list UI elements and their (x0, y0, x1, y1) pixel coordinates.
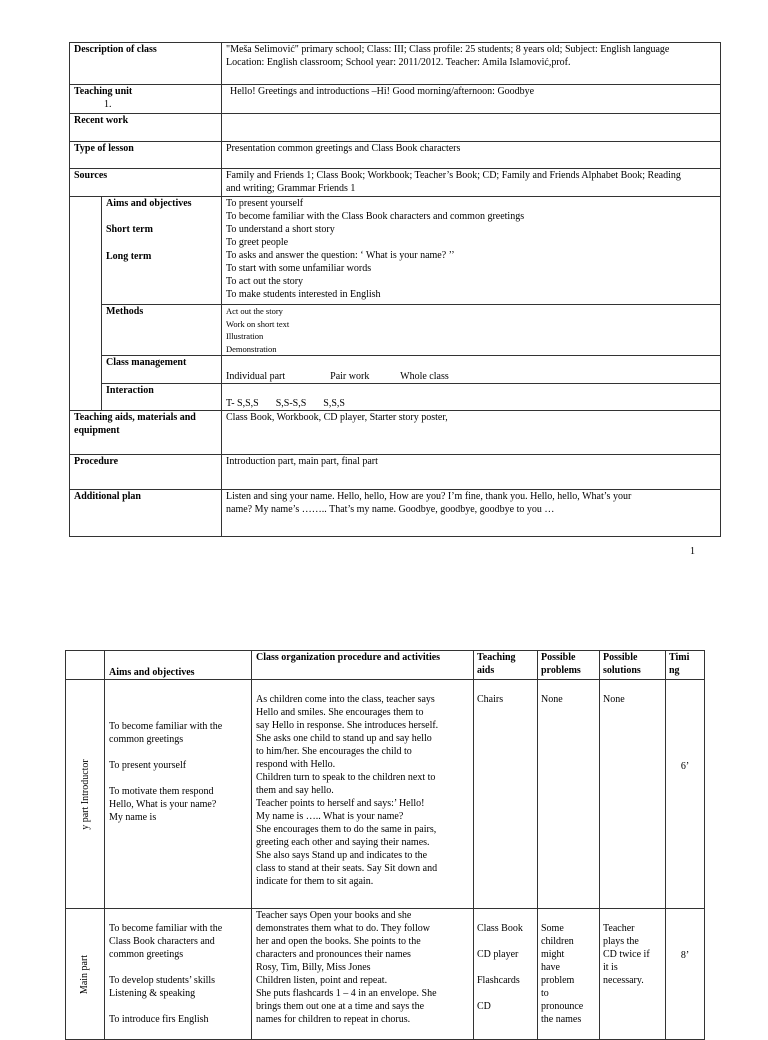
value-procedure: Introduction part, main part, final part (222, 455, 721, 490)
row-teaching-aids (70, 411, 721, 455)
lesson-info-table (69, 42, 721, 537)
row-aims (70, 197, 721, 305)
row-recent-work (70, 114, 721, 142)
header-solutions: Possible solutions (600, 651, 666, 680)
label-sources: Sources (70, 169, 222, 197)
intro-problems: None (538, 680, 600, 909)
value-recent-work (222, 114, 721, 142)
page-number: 1 (690, 546, 695, 557)
procedure-row-main (66, 909, 705, 1040)
row-teaching-unit (70, 85, 721, 114)
main-procedure: Teacher says Open your books and she demonstrates them what to do. They follow her and open the books. She points to the characters and pronounces their names Rosy, Tim, Billy, Miss Jones Children listen, point and repeat. She puts flashcards 1 – 4 in an envelope. She brings them out one at a time and says the names for children to repeat in chorus. (252, 909, 474, 1040)
label-procedure: Procedure (70, 455, 222, 490)
header-aims: Aims and objectives (105, 651, 252, 680)
value-teaching-aids: Class Book, Workbook, CD player, Starter story poster, (222, 411, 721, 455)
header-section (66, 651, 105, 680)
main-timing: 8’ (666, 909, 705, 1040)
label-description: Description of class (70, 43, 222, 85)
row-type-of-lesson (70, 142, 721, 169)
value-description: "Meša Selimović" primary school; Class: III; Class profile: 25 students; 8 years old; Subject: English language Location: English classroom; School year: 2011/2012. Teacher: Amila Islamović,prof. (222, 43, 721, 85)
value-teaching-unit: Hello! Greetings and introductions –Hi! Good morning/afternoon: Goodbye (222, 85, 721, 114)
row-interaction (70, 384, 721, 411)
value-class-management: Individual part Pair work Whole class (222, 356, 721, 384)
intro-aims: To become familiar with the common greetings To present yourself To motivate them respond Hello, What is your name? My name is (105, 680, 252, 909)
value-aims: To present yourself To become familiar with the Class Book characters and common greetings To understand a short story To greet people To asks and answer the question: ‘ What is your name? ’’ To start with some unfamiliar words To act out the story To make students interested in English (222, 197, 721, 305)
section-main: Main part (66, 909, 105, 1040)
intro-timing: 6’ (666, 680, 705, 909)
main-solutions: Teacher plays the CD twice if it is necessary. (600, 909, 666, 1040)
row-sources (70, 169, 721, 197)
intro-procedure: As children come into the class, teacher says Hello and smiles. She encourages them to say Hello in response. She introduces herself. She asks one child to stand up and say hello to him/her. She encourages the child to respond with Hello. Children turn to speak to the children next to them and say hello. Teacher points to herself and says:’ Hello! My name is ….. What is your name? She encourages them to do the same in pairs, greeting each other and saying their names. She also says Stand up and indicates to the class to stand at their seats. Say Sit down and indicate for them to sit again. (252, 680, 474, 909)
label-interaction: Interaction (102, 384, 222, 411)
label-additional-plan: Additional plan (70, 490, 222, 537)
row-class-management (70, 356, 721, 384)
label-teaching-unit: Teaching unit 1. (70, 85, 222, 114)
header-problems: Possible problems (538, 651, 600, 680)
value-methods: Act out the story Work on short text Illustration Demonstration (222, 305, 721, 356)
value-additional-plan: Listen and sing your name. Hello, hello, How are you? I’m fine, thank you. Hello, hello, What’s your name? My name’s …….. That’s my name. Goodbye, goodbye, goodbye to you … (222, 490, 721, 537)
row-procedure (70, 455, 721, 490)
procedure-header-row (66, 651, 705, 680)
label-recent-work: Recent work (70, 114, 222, 142)
procedure-row-intro (66, 680, 705, 909)
main-aids: Class Book CD player Flashcards CD (474, 909, 538, 1040)
procedure-table (65, 650, 705, 1040)
intro-solutions: None (600, 680, 666, 909)
header-timing: Timi ng (666, 651, 705, 680)
label-methods: Methods (102, 305, 222, 356)
value-type-of-lesson: Presentation common greetings and Class Book characters (222, 142, 721, 169)
label-class-management: Class management (102, 356, 222, 384)
value-interaction: T- S,S,S S,S-S,S S,S,S (222, 384, 721, 411)
label-type-of-lesson: Type of lesson (70, 142, 222, 169)
row-methods (70, 305, 721, 356)
row-additional-plan (70, 490, 721, 537)
value-sources: Family and Friends 1; Class Book; Workbook; Teacher’s Book; CD; Family and Friends Alphabet Book; Reading and writing; Grammar Friends 1 (222, 169, 721, 197)
section-intro: y part Introductor (66, 680, 105, 909)
header-procedure: Class organization procedure and activities (252, 651, 474, 680)
row-description (70, 43, 721, 85)
label-teaching-aids: Teaching aids, materials and equipment (70, 411, 222, 455)
label-aims: Aims and objectives Short term Long term (102, 197, 222, 305)
header-aids: Teaching aids (474, 651, 538, 680)
main-problems: Some children might have problem to pronounce the names (538, 909, 600, 1040)
intro-aids: Chairs (474, 680, 538, 909)
main-aims: To become familiar with the Class Book characters and common greetings To develop students’ skills Listening & speaking To introduce firs English (105, 909, 252, 1040)
indent-cell (70, 197, 102, 411)
